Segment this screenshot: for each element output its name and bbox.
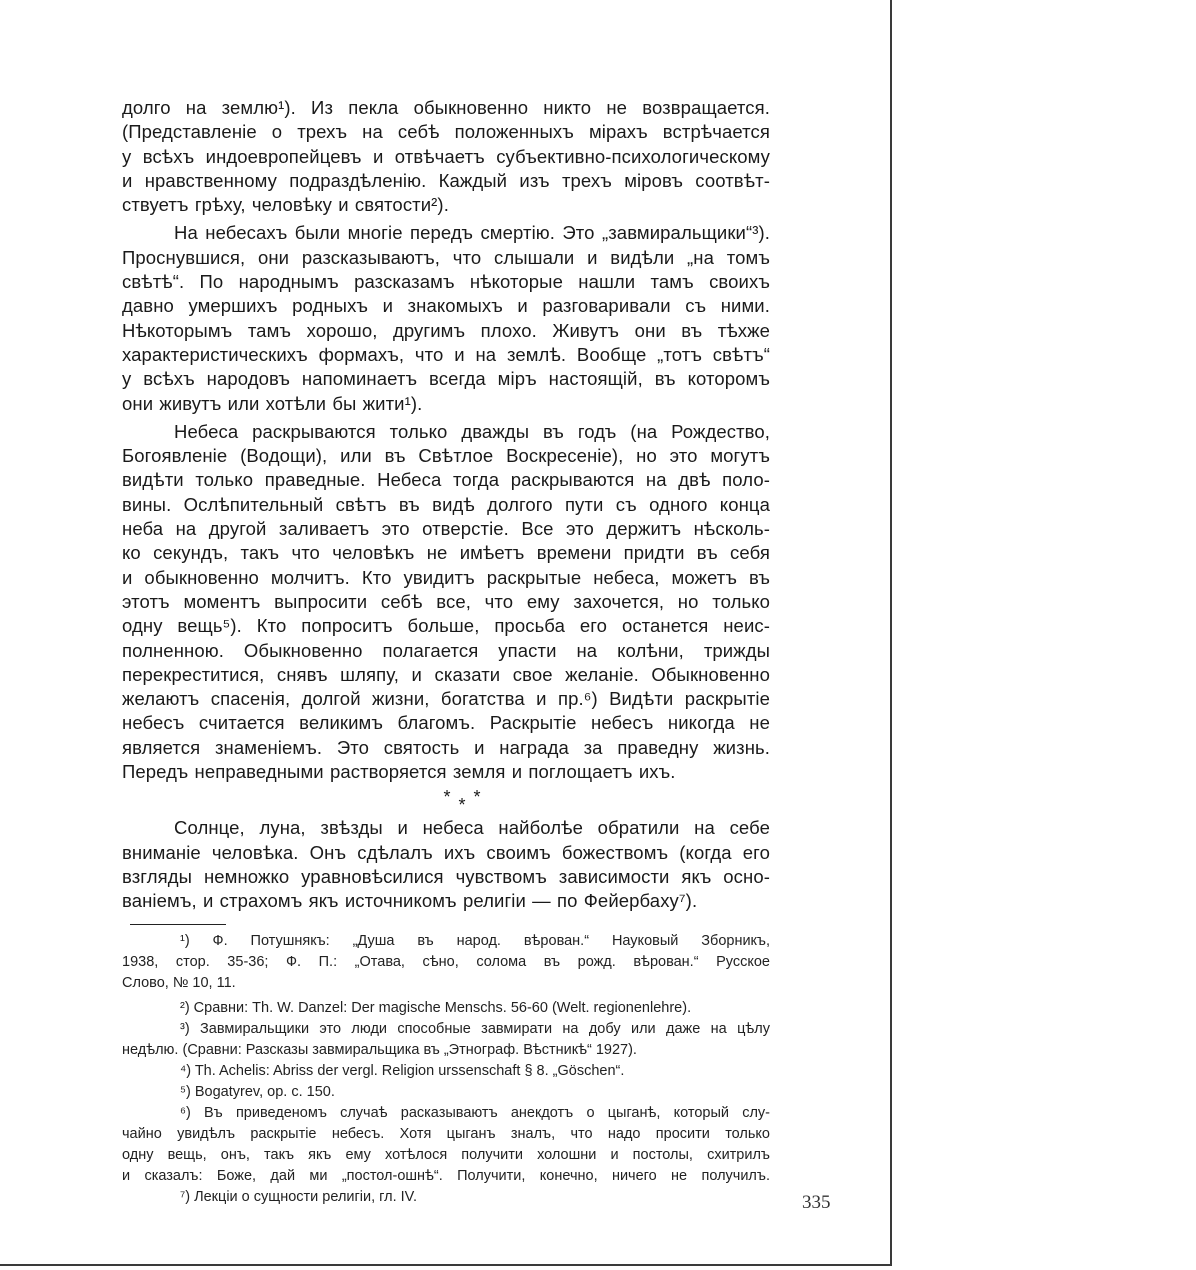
text-line: Проснувшися, они разсказываютъ, что слышали и видѣли „на томъ [122,246,770,268]
text-line: Солнце, луна, звѣзды и небеса найболѣе обратили на себе [174,817,770,839]
text-line: Нѣкоторымъ тамъ хорошо, другимъ плохо. Живутъ они въ тѣхже [122,319,770,341]
asterisk: * [473,787,489,808]
text-line: видѣти только праведные. Небеса тогда раскрываются на двѣ поло- [122,469,770,491]
text-line: желаютъ спасенія, долгой жизни, богатства и пр.⁶) Видѣти раскрытіе [122,688,770,710]
text-line: вины. Ослѣпительный свѣтъ въ видѣ долгого пути съ одного конца [122,493,770,515]
footnote-line: и сказалъ: Боже, дай ми „постол-ошнѣ“. Получити, конечно, ничего не получилъ. [122,1167,770,1184]
footnotes [122,931,770,1208]
paragraph-4 [122,816,770,913]
text-line: Богоявленіе (Водощи), или въ Свѣтлое Воскресеніе), но это могутъ [122,445,770,467]
text-line: и нравственному подраздѣленію. Каждый изъ трехъ міровъ соотвѣт- [122,169,770,191]
text-line: этотъ моментъ выпросити себѣ все, что ему захочется, но только [122,590,770,612]
footnote-1 [122,931,770,994]
footnote-line: чайно увидѣлъ раскрытіе небесъ. Хотя цыганъ зналъ, что надо просити только [122,1125,770,1142]
paragraph-1 [122,96,770,217]
text-line: небесъ считается великимъ благомъ. Раскрытіе небесъ никогда не [122,712,770,734]
text-line: является знаменіемъ. Это святость и награда за праведну жизнь. [122,736,770,758]
footnote-line: ³) Завмиральщики это люди способные завмирати на добу или даже на цѣлу [180,1020,770,1037]
text-line: и обыкновенно молчитъ. Кто увидитъ раскрытые небеса, можетъ въ [122,566,770,588]
text-line: они живутъ или хотѣли бы жити¹). [122,392,423,414]
footnote-line: Слово, № 10, 11. [122,974,236,991]
text-line: у всѣхъ народовъ напоминаетъ всегда міръ настоящій, въ которомъ [122,368,770,390]
page-content [122,96,770,1208]
text-line: давно умершихъ родныхъ и знакомыхъ и разговаривали съ ними. [122,295,770,317]
footnote-separator [130,924,226,925]
text-line: вниманіе человѣка. Онъ сдѣлалъ ихъ своимъ божествомъ (когда его [122,841,770,863]
text-line: На небесахъ были многіе передъ смертію. Это „завмиральщики“³). [174,222,770,244]
footnote-7 [122,1187,770,1208]
section-asterism [122,787,770,816]
text-line: у всѣхъ индоевропейцевъ и отвѣчаетъ субъективно-психологическому [122,145,770,167]
footnote-line: ²) Сравни: Th. W. Danzel: Der magische Menschs. 56-60 (Welt. regionenlehre). [180,999,692,1016]
footnote-line: ⁵) Bogatyrev, op. c. 150. [180,1083,335,1100]
text-line: (Представленіе о трехъ на себѣ положенныхъ мірахъ встрѣчается [122,121,770,143]
footnote-line: одну вещь, онъ, такъ якъ ему хотѣлося получити холошни и постолы, схитрилъ [122,1146,770,1163]
footnote-line: ⁴) Th. Achelis: Abriss der vergl. Religion urssenschaft § 8. „Göschen“. [180,1062,625,1079]
footnote-line: недѣлю. (Сравни: Разсказы завмиральщика въ „Этнограф. Вѣстникѣ“ 1927). [122,1041,637,1058]
text-line: одну вещь⁵). Кто попроситъ больше, просьба его останется неис- [122,615,770,637]
text-line: характеристическихъ формахъ, что и на землѣ. Вообще „тотъ свѣтъ“ [122,343,770,365]
footnote-line: ⁷) Лекціи о сущности религіи, гл. IV. [180,1188,418,1205]
text-line: ваніемъ, и страхомъ якъ источникомъ религіи — по Фейербаху⁷). [122,890,698,912]
text-line: ко секундъ, такъ что человѣкъ не имѣетъ времени придти въ себя [122,542,770,564]
page-number: 335 [802,1192,831,1213]
text-line: ствуетъ грѣху, человѣку и святости²). [122,194,449,216]
footnote-2 [122,998,770,1019]
paragraph-2 [122,221,770,415]
asterisk: * [458,795,474,816]
footnote-4 [122,1061,770,1082]
footnote-line: 1938, стор. 35-36; Ф. П.: „Отава, сѣно, солома въ рожд. вѣрован.“ Русское [122,953,770,970]
text-line: Небеса раскрываются только дважды въ годъ (на Рождество, [174,420,770,442]
text-line: перекреститися, снявъ шляпу, и сказати свое желаніе. Обыкновенно [122,663,770,685]
footnote-3 [122,1019,770,1061]
footnote-line: ⁶) Въ приведеномъ случаѣ расказываютъ анекдотъ о цыганѣ, который слу- [180,1104,770,1121]
asterisk: * [443,787,459,808]
text-line: неба на другой заливаетъ это отверстіе. Все это держитъ нѣсколь- [122,518,770,540]
text-line: взгляды немножко уравновѣсилися чувствомъ зависимости якъ осно- [122,865,770,887]
text-line: свѣтѣ“. По народнымъ разсказамъ нѣкоторые нашли тамъ своихъ [122,271,770,293]
footnote-5 [122,1082,770,1103]
text-line: Передъ неправедными растворяется земля и поглощаетъ ихъ. [122,761,676,783]
text-line: полненною. Обыкновенно полагается упасти на колѣни, трижды [122,639,770,661]
footnote-line: ¹) Ф. Потушнякъ: „Душа въ народ. вѣрован.“ Науковый Зборникъ, [180,932,770,949]
paragraph-3 [122,420,770,784]
text-line: долго на землю¹). Из пекла обыкновенно никто не возвращается. [122,97,770,118]
footnote-6 [122,1103,770,1187]
